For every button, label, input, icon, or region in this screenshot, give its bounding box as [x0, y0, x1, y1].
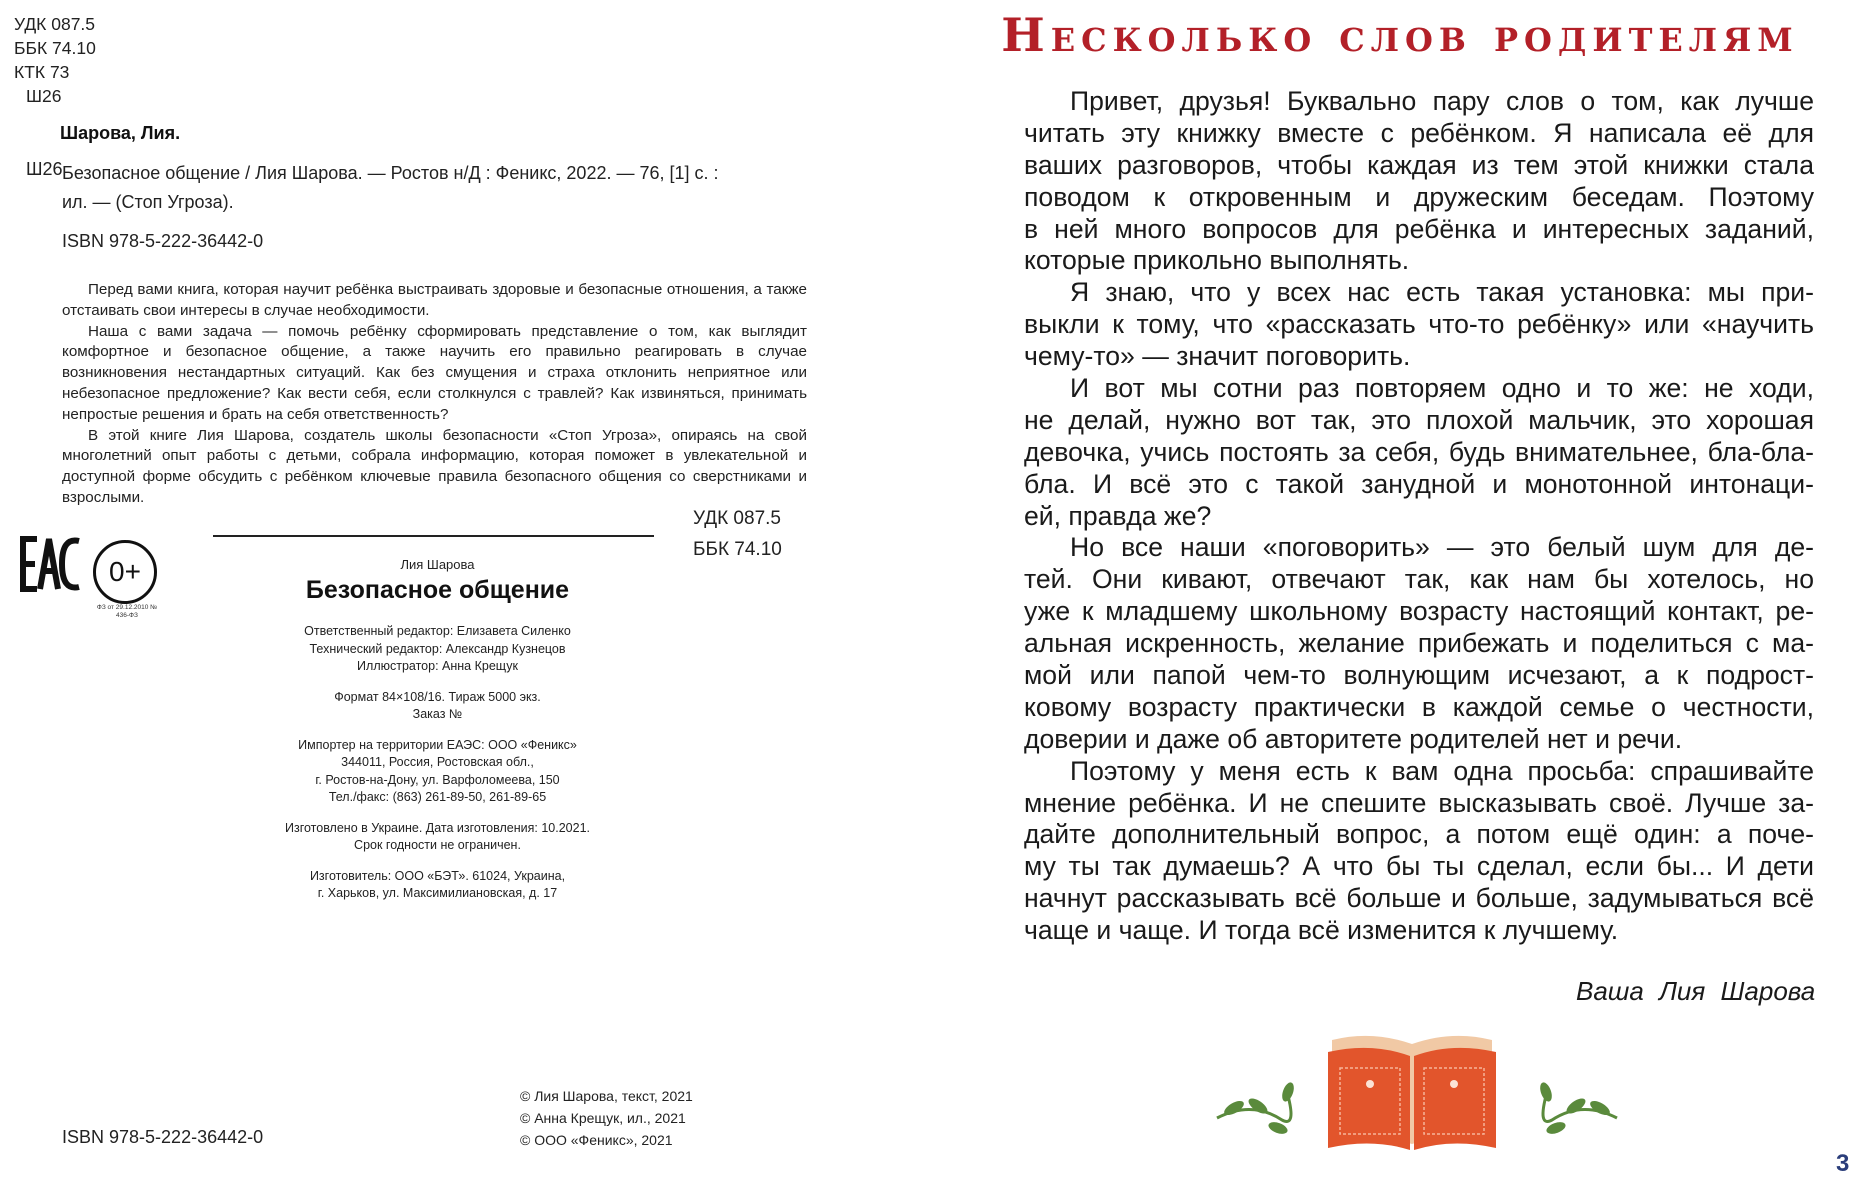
text-line: начнут рассказывать всё больше и больше, задумываться всё: [1024, 883, 1814, 914]
imprint-block: [240, 557, 635, 903]
text-line: поводом к откровенным и дружеским беседам. Поэтому: [1024, 181, 1814, 212]
imprint-staff: Ответственный редактор: Елизавета Силенко: [304, 624, 571, 638]
udk-codes-mid: [693, 503, 782, 565]
copyright-line: © Лия Шарова, текст, 2021: [520, 1088, 693, 1104]
text-line: Привет, друзья! Буквально пару слов о том, как лучше: [1070, 86, 1814, 116]
text-line: Но все наши «поговорить» — это белый шум для де-: [1070, 532, 1814, 563]
text-line: Я знаю, что у всех нас есть такая установка: мы при-: [1070, 277, 1814, 308]
copyright-line: © ООО «Феникс», 2021: [520, 1132, 673, 1148]
udk-codes-top: [14, 12, 96, 108]
text-line: мнение ребёнка. И не спешите высказывать своё. Лучше за-: [1024, 787, 1814, 818]
fz-note: ФЗ от 29.12.2010 № 436-ФЗ: [96, 604, 158, 619]
text-line: ваших разговоров, чтобы каждая из тем этой книжки стала: [1024, 149, 1814, 180]
annotation-paragraph: Наша с вами задача — помочь ребёнку сформировать представление о том, как выглядит комфортное и безопасное общение, а также научить его правильно реагировать в случае возникновения нестандартных ситуаций. Как без смущения и страха отклонить неприятное или небезопасное предложение? Как вести себя, если столкнулся с травлей? Как извиняться, принимать непростые решения и брать на себя ответственность?: [62, 322, 807, 423]
text-line: тей. Они кивают, отвечают так, как нам бы хотелось, но: [1024, 564, 1814, 595]
text-line: альная искренность, желание прибежать и поделиться с ма-: [1024, 628, 1814, 659]
text-line: чаще и чаще. И тогда всё изменится к лучшему.: [1024, 915, 1619, 946]
imprint-importer: г. Ростов-на-Дону, ул. Варфоломеева, 150: [315, 772, 560, 787]
divider-rule: [213, 535, 654, 537]
age-rating-badge: 0+: [93, 540, 157, 604]
text-line: которые прикольно выполнять.: [1024, 245, 1410, 276]
annotation-paragraph: Перед вами книга, которая научит ребёнка выстраивать здоровые и безопасные отношения, а также отстаивать свои интересы в случае необходимости.: [62, 281, 807, 319]
annotation-paragraph: В этой книге Лия Шарова, создатель школы безопасности «Стоп Угроза», опираясь на свой многолетний опыт работы с детьми, собрала информацию, которая поможет в увлекательной и доступной форме обсудить с ребёнком ключевые правила безопасного общения со сверстниками и взрослыми.: [62, 426, 807, 506]
text-line: доверии и даже об авторитете родителей нет и речи.: [1024, 723, 1683, 754]
left-leaf-sprig-icon: [1217, 1081, 1296, 1136]
text-line: бла. И всё это с такой занудной и монотонной интонаци-: [1024, 468, 1814, 499]
ktk-code: КТК 73: [14, 62, 70, 82]
udk-code: УДК 087.5: [14, 14, 96, 34]
imprint-manufacturer: Изготовитель: ООО «БЭТ». 61024, Украина,: [309, 868, 566, 883]
text-line: му ты так думаешь? А что бы ты сделал, если бы... И дети: [1024, 851, 1814, 882]
text-line: выкли к тому, что «рассказать что-то ребёнку» или «научить: [1024, 309, 1814, 340]
eac-mark-icon: [20, 533, 82, 595]
text-line: читать эту книжку вместе с ребёнком. Я написала её для: [1024, 117, 1814, 148]
annotation: [62, 280, 807, 509]
imprint-made: Срок годности не ограничен.: [354, 838, 521, 852]
udk-code: УДК 087.5: [693, 508, 781, 529]
bbk-code: ББК 74.10: [693, 539, 782, 560]
text-line: Поэтому у меня есть к вам одна просьба: спрашивайте: [1070, 755, 1814, 786]
bibliographic-record: [62, 159, 810, 217]
biblio-line: Безопасное общение / Лия Шарова. — Ростов н/Д : Феникс, 2022. — 76, [1] с. :: [62, 163, 719, 183]
imprint-importer: 344011, Россия, Ростовская обл.,: [341, 755, 534, 769]
signature: Ваша Лия Шарова: [1576, 976, 1816, 1006]
copyright-block: [520, 1085, 693, 1151]
imprint-importer: Импортер на территории ЕАЭС: ООО «Феникс»: [298, 737, 577, 752]
imprint-order: Заказ №: [412, 707, 463, 721]
parents-letter: [1024, 86, 1814, 947]
text-line: И вот мы сотни раз повторяем одно и то же: не ходи,: [1070, 373, 1814, 404]
imprint-title: Безопасное общение: [305, 576, 570, 604]
right-leaf-sprig-icon: [1538, 1081, 1617, 1136]
imprint-importer: Тел./факс: (863) 261-89-50, 261-89-65: [328, 790, 547, 804]
author-mark: Ш26: [26, 86, 62, 106]
text-line: мой или папой чем-то волнующим исчезают, а к подрост-: [1024, 660, 1814, 691]
page-number: 3: [1836, 1150, 1850, 1177]
imprint-manufacturer: г. Харьков, ул. Максимилиановская, д. 17: [317, 886, 558, 900]
text-line: не делай, нужно вот так, это плохой мальчик, это хорошая: [1024, 404, 1814, 435]
isbn-top: ISBN 978-5-222-36442-0: [62, 231, 264, 251]
text-line: ковому возрасту практически в каждой семье о честности,: [1024, 691, 1814, 722]
text-line: в ней много вопросов для ребёнка и интересных заданий,: [1024, 213, 1814, 244]
open-book-illustration: [1212, 1030, 1622, 1150]
imprint-format: Формат 84×108/16. Тираж 5000 экз.: [334, 689, 541, 704]
text-line: ей, правда же?: [1024, 500, 1212, 531]
text-line: чему-то» — значит поговорить.: [1024, 341, 1411, 372]
author-heading: Шарова, Лия.: [60, 123, 181, 143]
text-line: дайте дополнительный вопрос, а потом ещё один: а поче-: [1024, 819, 1814, 850]
imprint-author: Лия Шарова: [400, 557, 475, 572]
text-line: девочка, учись постоять за себя, будь внимательнее, бла-бла-: [1024, 436, 1814, 467]
text-line: уже к младшему школьному возрасту настоящий контакт, ре-: [1024, 596, 1814, 627]
imprint-staff: Технический редактор: Александр Кузнецов: [309, 641, 566, 656]
isbn-bottom: ISBN 978-5-222-36442-0: [62, 1127, 264, 1147]
imprint-staff: Иллюстратор: Анна Крещук: [357, 659, 518, 673]
author-mark-code: Ш26: [26, 159, 63, 179]
book-icon: [1328, 1036, 1496, 1150]
page-heading: Несколько слов родителям: [1001, 8, 1799, 62]
biblio-line: ил. — (Стоп Угроза).: [62, 192, 234, 212]
imprint-made: Изготовлено в Украине. Дата изготовления: 10.2021.: [284, 820, 590, 835]
bbk-code: ББК 74.10: [14, 38, 96, 58]
copyright-line: © Анна Крещук, ил., 2021: [520, 1110, 686, 1126]
